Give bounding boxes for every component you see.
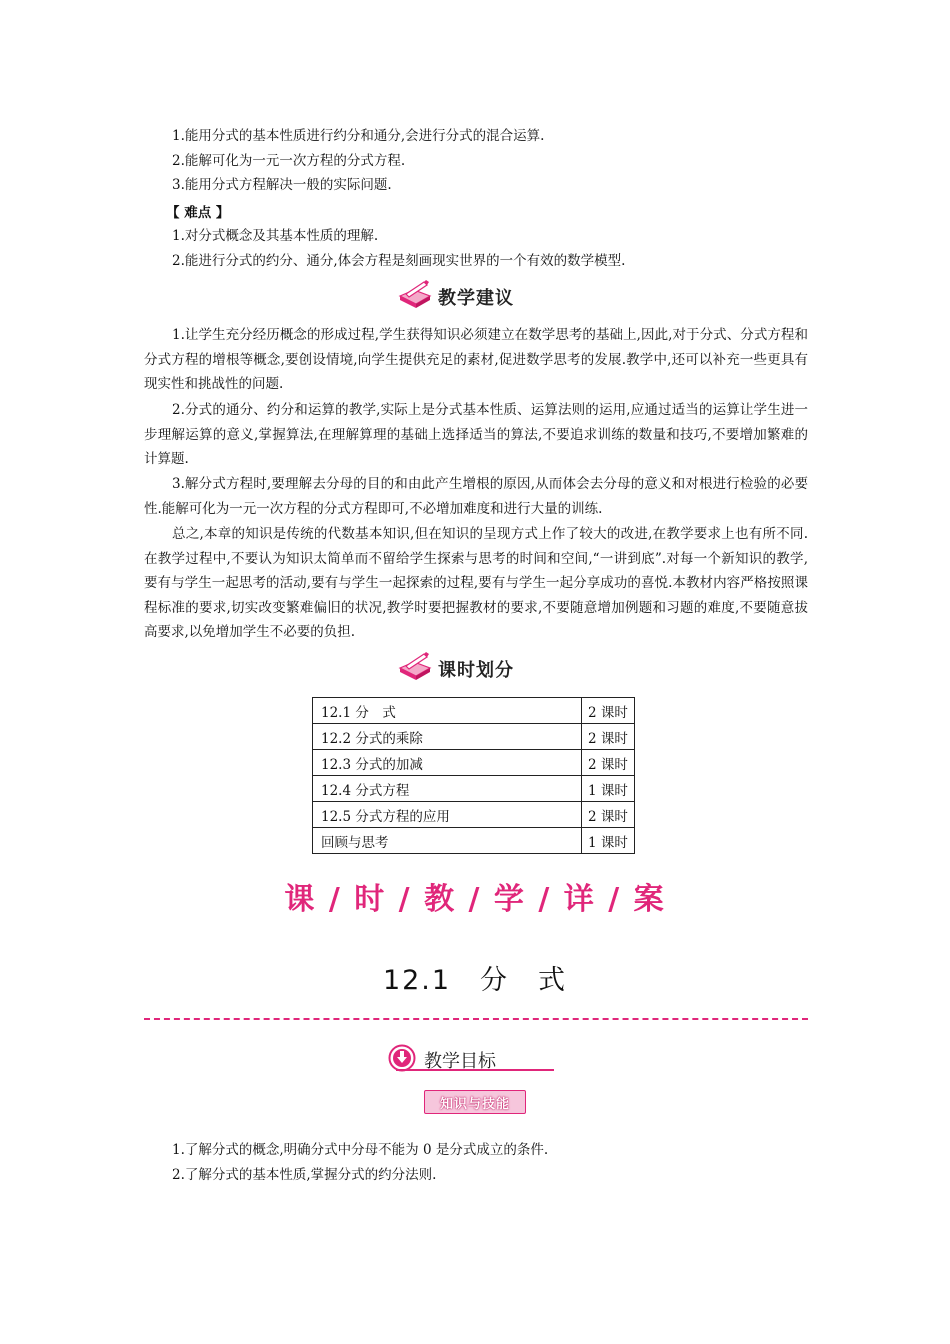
table-row [313,698,635,724]
schedule-lesson: 12.1 分 式 [313,698,582,724]
intro-item-2: 2.能解可化为一元一次方程的分式方程. [172,153,406,169]
goals-header [388,1044,496,1076]
teaching-advice-title: 教学建议 [438,288,514,309]
goal-item-1: 1.了解分式的概念,明确分式中分母不能为 0 是分式成立的条件. [172,1142,549,1158]
table-row [313,802,635,828]
dashed-divider [144,1018,808,1020]
schedule-lesson: 12.5 分式方程的应用 [313,802,582,828]
goals-title: 教学目标 [424,1051,496,1072]
schedule-lesson: 回顾与思考 [313,828,582,854]
schedule-title: 课时划分 [438,660,514,681]
table-row [313,828,635,854]
schedule-hours: 1 课时 [582,828,635,854]
lesson-plan-banner-title: 课 / 时 / 教 / 学 / 详 / 案 [284,882,666,917]
schedule-hours: 2 课时 [582,802,635,828]
pen-book-icon [398,280,432,314]
table-row [313,750,635,776]
schedule-header [398,652,514,686]
goals-underline [396,1069,554,1071]
schedule-table [312,697,635,854]
teaching-advice-header [398,280,514,314]
download-arrow-icon [388,1044,416,1076]
knowledge-skills-tag: 知识与技能 [424,1090,526,1114]
intro-item-1: 1.能用分式的基本性质进行约分和通分,会进行分式的混合运算. [172,128,545,144]
difficulty-item-2: 2.能进行分式的约分、通分,体会方程是刻画现实世界的一个有效的数学模型. [172,253,626,269]
pen-book-icon [398,652,432,686]
schedule-hours: 2 课时 [582,750,635,776]
schedule-lesson: 12.3 分式的加减 [313,750,582,776]
advice-paragraph-2: 2.分式的通分、约分和运算的教学,实际上是分式基本性质、运算法则的运用,应通过适当的运算让学生进一步理解运算的意义,掌握算法,在理解算理的基础上选择适当的算法,不要追求训练的数量和技巧,不要增加繁难的计算题. [144,402,808,468]
table-row [313,776,635,802]
schedule-lesson: 12.4 分式方程 [313,776,582,802]
schedule-hours: 2 课时 [582,724,635,750]
advice-paragraph-4: 总之,本章的知识是传统的代数基本知识,但在知识的呈现方式上作了较大的改进,在教学要求上也有所不同.在教学过程中,不要认为知识太简单而不留给学生探索与思考的时间和空间,“一讲到底”.对每一个新知识的教学,要有与学生一起思考的活动,要有与学生一起探索的过程,要有与学生一起分享成功的喜悦.本教材内容严格按照课程标准的要求,切实改变繁难偏旧的状况,教学时要把握教材的要求,不要随意增加例题和习题的难度,不要随意拔高要求,以免增加学生不必要的负担. [144,526,808,641]
schedule-hours: 1 课时 [582,776,635,802]
table-row [313,724,635,750]
difficulty-heading: 【 难点 】 [166,205,230,221]
advice-paragraph-1: 1.让学生充分经历概念的形成过程,学生获得知识必须建立在数学思考的基础上,因此,对于分式、分式方程和分式方程的增根等概念,要创设情境,向学生提供充足的素材,促进数学思考的发展.教学中,还可以补充一些更具有现实性和挑战性的问题. [144,327,808,393]
difficulty-item-1: 1.对分式概念及其基本性质的理解. [172,228,379,244]
schedule-hours: 2 课时 [582,698,635,724]
page-title: 12.1 分 式 [382,965,568,996]
schedule-lesson: 12.2 分式的乘除 [313,724,582,750]
intro-item-3: 3.能用分式方程解决一般的实际问题. [172,177,392,193]
advice-paragraph-3: 3.解分式方程时,要理解去分母的目的和由此产生增根的原因,从而体会去分母的意义和对根进行检验的必要性.能解可化为一元一次方程的分式方程即可,不必增加难度和进行大量的训练. [144,476,808,517]
goal-item-2: 2.了解分式的基本性质,掌握分式的约分法则. [172,1167,437,1183]
